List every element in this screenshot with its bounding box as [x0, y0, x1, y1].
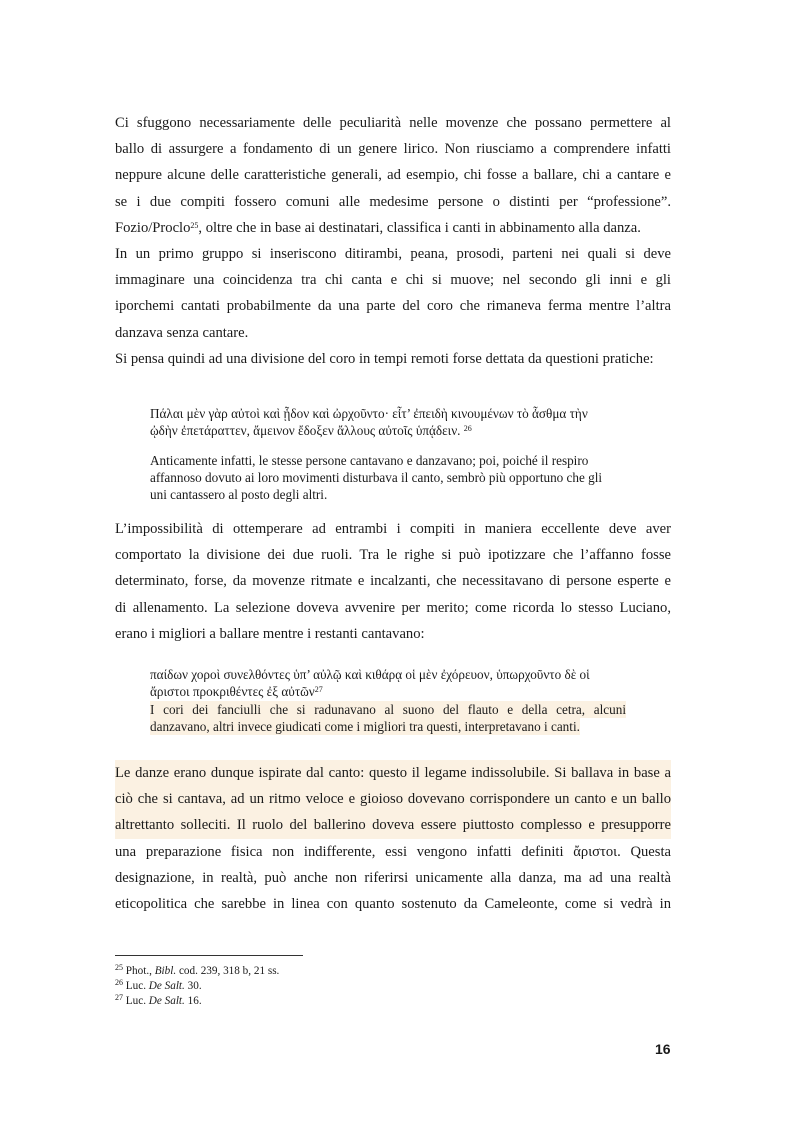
- text-line: ciò che si cantava, ad un ritmo veloce e gioioso dovevano corrispondere un canto e un ballo: [115, 786, 671, 812]
- footnote-work-title: Bibl.: [154, 965, 177, 977]
- footnote-work-title: De Salt.: [148, 980, 185, 992]
- footnote-work-title: De Salt.: [148, 995, 185, 1007]
- greek-line: Πάλαι μὲν γὰρ αὐτοὶ καὶ ᾖδον καὶ ὠρχοῦντο· εἶτ’ ἐπειδὴ κινουμένων τὸ ἆσθμα τὴν: [150, 406, 588, 421]
- footnote-text: 16.: [184, 995, 202, 1007]
- text-line: erano i migliori a ballare mentre i restanti cantavano:: [115, 625, 425, 642]
- footnote-separator: [115, 955, 303, 956]
- text-line: comportato la divisione dei due ruoli. Tra le righe si può ipotizzare che l’affanno fosse: [115, 547, 671, 564]
- text-line: altrettanto solleciti. Il ruolo del ballerino doveva essere piuttosto complesso e presupporre: [115, 812, 671, 838]
- text-line: Ci sfuggono necessariamente delle peculiarità nelle movenze che possano permettere al: [115, 115, 671, 131]
- text-line: se i due compiti fossero comuni alle medesime persone o distinti per “professione”.: [115, 193, 671, 210]
- text-line: designazione, in realtà, può anche non riferirsi unicamente alla danza, ma ad una realtà: [115, 869, 671, 886]
- block-quote-1: [150, 405, 630, 439]
- greek-fragment: ᾠδὴν ἐπετάραττεν, ἄμεινον ἔδοξεν ἄλλους αὐτοῖς ὑπᾴδειν.: [150, 423, 461, 438]
- footnote-text: 30.: [184, 980, 202, 992]
- footnote-27: [115, 995, 202, 1009]
- footnote-text: Luc.: [125, 980, 149, 992]
- block-quote-1-translation: [150, 452, 630, 503]
- text-line: neppure alcune delle caratteristiche generali, ad esempio, chi fosse a ballare, chi a cantare e: [115, 167, 671, 184]
- text-line: iporchemi cantati probabilmente da una parte del coro che rimaneva ferma mentre l’altra: [115, 298, 671, 315]
- text-line: Le danze erano dunque ispirate dal canto: questo il legame indissolubile. Si ballava in base a: [115, 760, 671, 786]
- paragraph-3: [115, 516, 671, 647]
- block-quote-2-translation: [150, 701, 626, 735]
- text-line: danzava senza cantare.: [115, 324, 249, 341]
- text-line: Si pensa quindi ad una divisione del coro in tempi remoti forse dettata da questioni pratiche:: [115, 351, 654, 367]
- text-line: In un primo gruppo si inseriscono ditirambi, peana, prosodi, parteni nei quali si deve: [115, 246, 671, 263]
- footnote-text: cod. 239, 318 b, 21 ss.: [176, 965, 280, 977]
- author-name: Fozio/Proclo: [115, 219, 191, 236]
- text-line: immaginare una coincidenza tra chi canta e chi si muove; nel secondo gli inni e gli: [115, 272, 671, 289]
- footnote-ref: 25: [190, 220, 199, 230]
- greek-fragment: ἄριστοι προκριθέντες ἐξ αὐτῶν: [150, 684, 315, 699]
- translation-line: uni cantassero al posto degli altri.: [150, 487, 328, 502]
- footnote-26: [115, 980, 202, 994]
- text-line: ballo di assurgere a fondamento di un genere lirico. Non riusciamo a comprendere infatti: [115, 141, 671, 158]
- text-line: una preparazione fisica non indifferente, essi vengono infatti definiti ἄριστοι. Questa: [115, 843, 671, 860]
- footnote-text: Luc.: [125, 995, 149, 1007]
- translation-line: danzavano, altri invece giudicati come i migliori tra questi, interpretavano i canti.: [150, 719, 580, 734]
- footnote-number: 27: [115, 993, 123, 1002]
- paragraph-4: [115, 760, 671, 917]
- page-number: 16: [655, 1041, 671, 1057]
- greek-line: [150, 683, 630, 700]
- text-line: [115, 215, 671, 241]
- paragraph-1: [115, 110, 671, 346]
- text-line: di allenamento. La selezione doveva avvenire per merito; come ricorda lo stesso Luciano,: [115, 599, 671, 616]
- text-line: determinato, forse, da movenze ritmate e incalzanti, che necessitavano di persone esperte e: [115, 573, 671, 590]
- greek-line: [150, 422, 630, 439]
- footnote-ref: 26: [463, 424, 472, 433]
- footnote-ref: 27: [314, 685, 323, 694]
- translation-line: affannoso dovuto ai loro movimenti disturbava il canto, sembrò più opportuno che gli: [150, 470, 603, 485]
- translation-line: Anticamente infatti, le stesse persone cantavano e danzavano; poi, poiché il respiro: [150, 453, 589, 468]
- footnote-25: [115, 965, 279, 979]
- paragraph-2: [115, 346, 671, 372]
- footnote-text: Phot.,: [125, 965, 155, 977]
- greek-line: παίδων χοροὶ συνελθόντες ὑπ’ αὐλῷ καὶ κιθάρᾳ οἱ μὲν ἐχόρευον, ὑπωρχοῦντο δὲ οἱ: [150, 667, 590, 682]
- text-fragment: , oltre che in base ai destinatari, classifica i canti in abbinamento alla danza.: [198, 219, 641, 236]
- translation-line: I cori dei fanciulli che si radunavano al suono del flauto e della cetra, alcuni: [150, 702, 626, 717]
- footnote-number: 26: [115, 978, 123, 987]
- block-quote-2: [150, 666, 630, 700]
- text-line: L’impossibilità di ottemperare ad entrambi i compiti in maniera eccellente deve aver: [115, 521, 671, 537]
- footnote-number: 25: [115, 963, 123, 972]
- text-line: eticopolitica che sarebbe in linea con quanto sostenuto da Cameleonte, come si vedrà in: [115, 896, 671, 913]
